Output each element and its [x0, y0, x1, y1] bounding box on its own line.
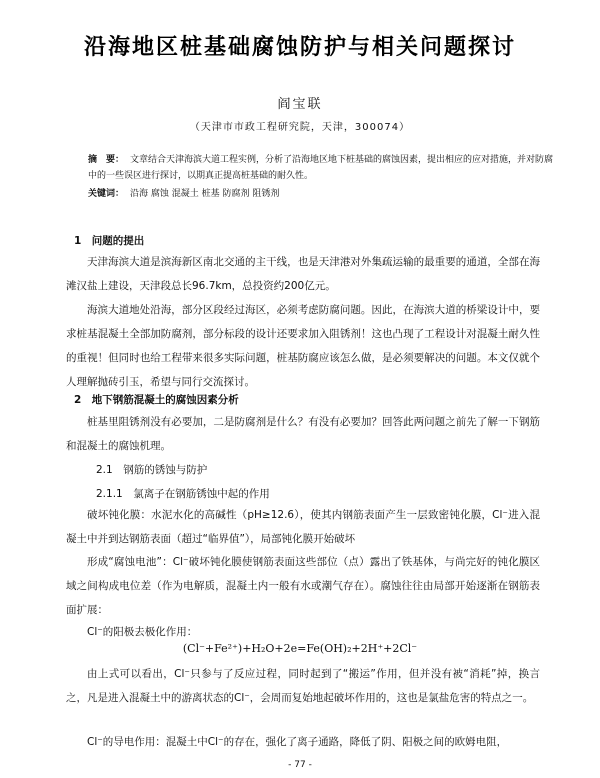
- paragraph-2: 海滨大道地处沿海，部分区段经过海区，必须考虑防腐问题。因此，在海滨大道的桥梁设计中，要求桩基混凝土全部加防腐剂，部分标段的设计还要求加入阻锈剂！这也凸现了工程设计对混凝土耐久性的重视！但同时也给工程带来很多实际问题，桩基防腐应该怎么做，是必须要解决的问题。本文仅就个人理解抛砖引玉，希望与同行交流探讨。: [66, 304, 540, 388]
- paragraph-anode: Cl⁻的阳极去极化作用：: [87, 626, 198, 638]
- keywords-text: 沿海 腐蚀 混凝土 桩基 防腐剂 阻锈剂: [130, 189, 280, 199]
- paper-title: 沿海地区桩基础腐蚀防护与相关问题探讨: [83, 35, 516, 60]
- abstract-label: 摘 要：: [88, 155, 125, 165]
- page-number: - 77 -: [288, 760, 312, 770]
- section-heading-2: 2 地下钢筋混凝土的腐蚀因素分析: [74, 394, 239, 406]
- formula: (Cl⁻+Fe²⁺)+H₂O+2e=Fe(OH)₂+2H⁺+2Cl⁻: [182, 642, 418, 655]
- paragraph-equation-note: 由上式可以看出，Cl⁻只参与了反应过程，同时起到了“搬运”作用，但并没有被“消耗”掉，换言之，凡是进入混凝土中的游离状态的Cl⁻，会周而复始地起破坏作用的，这也是氯盐危害的特点之一。: [66, 668, 540, 704]
- paragraph-1: 天津海滨大道是滨海新区南北交通的主干线，也是天津港对外集疏运输的最重要的通道，全部在海滩汉盐上建设，天津段总长96.7km，总投资约200亿元。: [66, 256, 540, 292]
- abstract-text: 文章结合天津海滨大道工程实例，分析了沿海地区地下桩基础的腐蚀因素，提出相应的应对措施，并对防腐中的一些误区进行探讨，以期真正提高桩基础的耐久性。: [88, 155, 554, 181]
- subsection-heading-2-1-1: 2.1.1 氯离子在钢筋锈蚀中起的作用: [96, 488, 270, 500]
- subsection-heading-2-1: 2.1 钢筋的锈蚀与防护: [96, 464, 208, 476]
- keywords: [88, 186, 558, 202]
- section-heading-1: 1 问题的提出: [74, 235, 145, 247]
- paragraph-conduction: Cl⁻的导电作用：混凝土中Cl⁻的存在，强化了离子通路，降低了阴、阳极之间的欧姆电阻，: [87, 736, 508, 748]
- author-name: 阎宝联: [277, 97, 323, 112]
- paragraph-corrosion-cell-visible: 形成“腐蚀电池”：Cl⁻破坏钝化膜使钢筋表面这些部位（点）露出了铁基体，与尚完好的钝化膜区域之间构成电位差（作为电解质，混凝土内一般有水或潮气存在）。腐蚀往往由局部开始逐渐在钢筋表面扩展：: [66, 556, 540, 616]
- paragraph-passive-film: 破坏钝化膜：水泥水化的高碱性（pH≥12.6），使其内钢筋表面产生一层致密钝化膜，Cl⁻进入混凝土中并到达钢筋表面（超过“临界值”），局部钝化膜开始破坏: [66, 509, 540, 545]
- author-affiliation: （天津市市政工程研究院，天津，300074）: [189, 122, 411, 133]
- abstract: [88, 152, 558, 184]
- paragraph-3: 桩基里阻锈剂没有必要加，二是防腐剂是什么？有没有必要加？回答此两问题之前先了解一下钢筋和混凝土的腐蚀机理。: [66, 416, 540, 452]
- keywords-label: 关键词：: [88, 189, 125, 199]
